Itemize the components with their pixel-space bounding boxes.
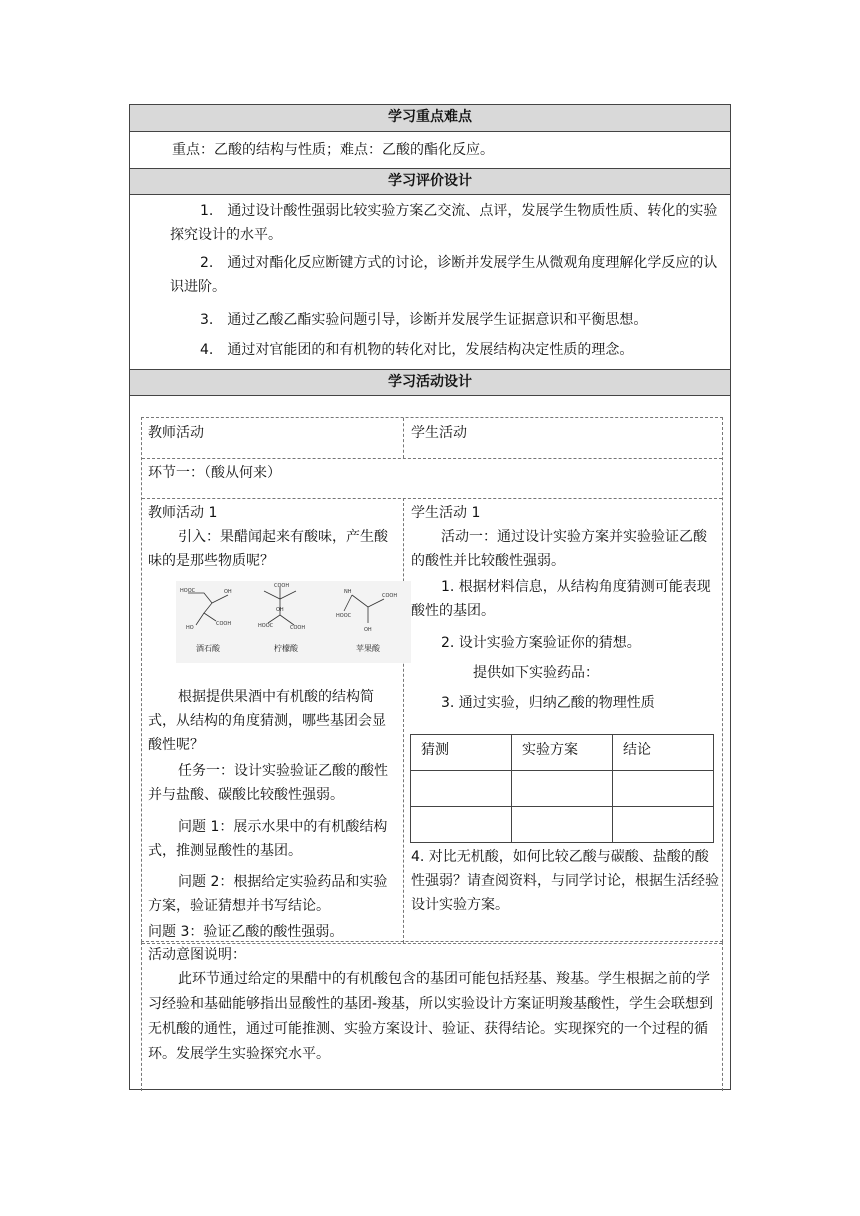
teacher-activity-title: 教师活动 1 — [148, 505, 218, 521]
activity-table — [141, 417, 723, 942]
organic-acid-structures — [176, 581, 411, 663]
evaluation-item-3: 3. 通过乙酸乙酯实验问题引导，诊断并发展学生证据意识和平衡思想。 — [200, 312, 648, 328]
svg-text:HO: HO — [186, 625, 194, 631]
grid-cell — [613, 807, 714, 843]
grid-header-conclusion: 结论 — [613, 735, 714, 771]
student-step-4: 4. 对比无机酸，如何比较乙酸与碳酸、盐酸的酸性强弱？请查阅资料，与同学讨论，根据生活经验设计实验方案。 — [411, 849, 719, 913]
lesson-table — [129, 104, 731, 1090]
grid-cell — [512, 771, 613, 807]
structure-diagrams — [176, 581, 411, 641]
teacher-para-3: 问题 1：展示水果中的有机酸结构式，推测显酸性的基团。 — [148, 819, 388, 859]
svg-text:NH: NH — [344, 589, 352, 595]
teacher-column-header: 教师活动 — [148, 425, 204, 441]
key-points-header: 学习重点难点 — [130, 105, 730, 132]
molecule-label-2: 柠檬酸 — [274, 644, 298, 653]
student-step-2: 2. 设计实验方案验证你的猜想。 — [441, 635, 641, 651]
grid-cell — [411, 771, 512, 807]
svg-text:COOH: COOH — [274, 583, 290, 589]
stage-title: 环节一：（酸从何来） — [148, 465, 281, 481]
activity-header: 学习活动设计 — [130, 369, 730, 396]
grid-cell — [411, 807, 512, 843]
student-step-1: 1. 根据材料信息，从结构角度猜测可能表现酸性的基团。 — [411, 579, 711, 619]
molecule-label-1: 酒石酸 — [196, 644, 220, 653]
svg-text:COOH: COOH — [382, 593, 398, 599]
student-step-2b: 提供如下实验药品： — [473, 665, 599, 681]
svg-text:HOOC: HOOC — [336, 613, 352, 619]
key-points-text: 重点：乙酸的结构与性质；难点：乙酸的酯化反应。 — [172, 142, 494, 158]
svg-text:OH: OH — [364, 627, 372, 633]
intent-title: 活动意图说明： — [148, 947, 246, 963]
student-column-header: 学生活动 — [411, 425, 467, 441]
teacher-para-1: 根据提供果酒中有机酸的结构简式，从结构的角度猜测，哪些基团会显酸性呢？ — [148, 689, 386, 753]
grid-header-plan: 实验方案 — [512, 735, 613, 771]
results-grid — [410, 734, 714, 843]
evaluation-item-1: 1. 通过设计酸性强弱比较实验方案乙交流、点评，发展学生物质性质、转化的实验探究设计的水平。 — [170, 203, 718, 243]
grid-header-guess: 猜测 — [411, 735, 512, 771]
student-activity-title: 学生活动 1 — [411, 505, 481, 521]
teacher-para-2: 任务一：设计实验验证乙酸的酸性并与盐酸、碳酸比较酸性强弱。 — [148, 763, 388, 803]
teacher-intro: 引入：果醋闻起来有酸味，产生酸味的是那些物质呢？ — [148, 529, 388, 569]
evaluation-header: 学习评价设计 — [130, 168, 730, 195]
student-activity-1: 活动一：通过设计实验方案并实验验证乙酸的酸性并比较酸性强弱。 — [411, 529, 707, 569]
student-step-3: 3. 通过实验，归纳乙酸的物理性质 — [441, 695, 655, 711]
intent-text: 此环节通过给定的果醋中的有机酸包含的基团可能包括羟基、羧基。学生根据之前的学习经验和基础能够指出显酸性的基团-羧基，所以实验设计方案证明羧基酸性，学生会联想到无机酸的通性，通过可能推测、实验方案设计、验证、获得结论。实现探究的一个过程的循环。发展学生实验探究水平。 — [148, 971, 714, 1062]
evaluation-item-2: 2. 通过对酯化反应断键方式的讨论，诊断并发展学生从微观角度理解化学反应的认识进阶。 — [170, 255, 718, 295]
svg-text:OH: OH — [276, 607, 284, 613]
svg-text:HOOC: HOOC — [180, 588, 196, 594]
svg-text:COOH: COOH — [290, 625, 306, 631]
svg-text:HOOC: HOOC — [258, 623, 274, 629]
teacher-para-5: 问题 3：验证乙酸的酸性强弱。 — [148, 924, 344, 940]
grid-cell — [613, 771, 714, 807]
svg-text:OH: OH — [224, 589, 232, 595]
svg-text:COOH: COOH — [216, 621, 232, 627]
teacher-para-4: 问题 2：根据给定实验药品和实验方案，验证猜想并书写结论。 — [148, 874, 388, 914]
molecule-label-3: 苹果酸 — [356, 644, 380, 653]
grid-cell — [512, 807, 613, 843]
evaluation-item-4: 4. 通过对官能团的和有机物的转化对比，发展结构决定性质的理念。 — [200, 342, 634, 358]
